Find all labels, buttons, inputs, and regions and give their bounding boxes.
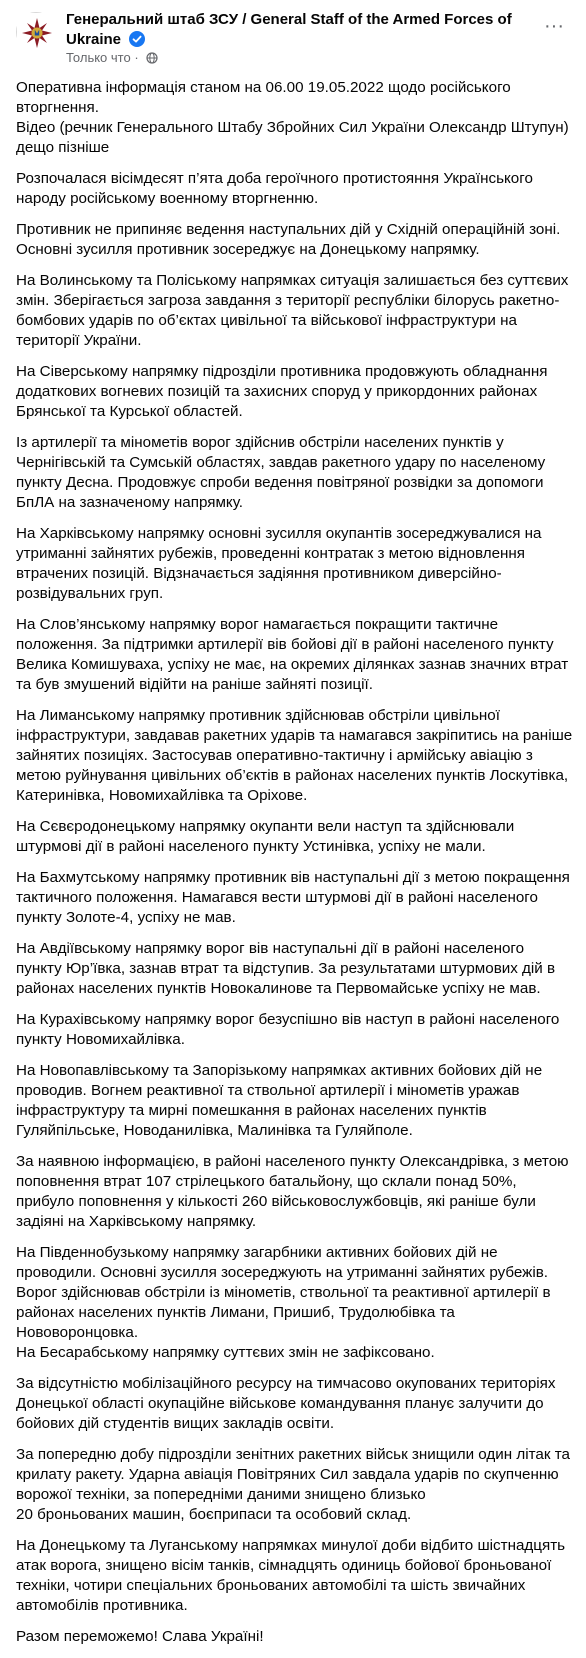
post-paragraph: За відсутністю мобілізаційного ресурсу на тимчасово окупованих територіях Донецької області окупаційне військове командування планує залучити до бойових дій студентів вищих закладів освіти. bbox=[16, 1375, 556, 1432]
post-paragraph: Із артилерії та мінометів ворог здійснив обстріли населених пунктів у Чернігівській та Сумській областях, завдав ракетного удару по населеному пункту Десна. Продовжує спроби ведення повітряної розвідки за допомоги БпЛА на зазначеному напрямку. bbox=[16, 434, 546, 511]
page-avatar[interactable] bbox=[16, 12, 56, 52]
post-paragraph: На Харківському напрямку основні зусилля окупантів зосереджувалися на утриманні зайнятих рубежів, проведенні контратак з метою відновлення втрачених позицій. Відзначається задіяння противником диверсійно-розвідувальних груп. bbox=[16, 525, 542, 602]
post-paragraph: На Волинському та Поліському напрямках ситуація залишається без суттєвих змін. Зберігається загроза завдання з території республіки білорусь ракетно-бомбових ударів по об’єктах цивільної та військової інфраструктури на території України. bbox=[16, 272, 569, 349]
globe-icon[interactable] bbox=[146, 52, 158, 64]
post-paragraph: Противник не припиняє ведення наступальних дій у Східній операційній зоні. Основні зусилля противник зосереджує на Донецькому напрямку. bbox=[16, 221, 561, 258]
post-header bbox=[16, 10, 570, 66]
page-name-link[interactable] bbox=[66, 10, 536, 50]
post-paragraph: На Слов’янському напрямку ворог намагається покращити тактичне положення. За підтримки артилерії вів бойові дії в районі населеного пункту Велика Комишуваха, успіху не має, на окремих ділянках зазнав значних втрат та був змушений відійти на раніше зайняті позиції. bbox=[16, 616, 569, 693]
more-options-icon: ··· bbox=[544, 14, 564, 37]
post-paragraph: На Лиманському напрямку противник здійснював обстріли цивільної інфраструктури, завдавав ракетних ударів та намагався закріпитись на раніше зайнятих позиціях. Застосував оперативно-тактичну і армійську авіацію з метою руйнування цивільних об’єктів в районах населених пунктів Лоскутівка, Катеринівка, Новомихайлівка та Оріхове. bbox=[16, 707, 573, 804]
post-paragraph: На Сєвєродонецькому напрямку окупанти вели наступ та здійснювали штурмові дії в районі населеного пункту Устинівка, успіху не мали. bbox=[16, 818, 515, 855]
verified-badge-icon bbox=[129, 31, 145, 47]
post-paragraph: На Новопавлівському та Запорізькому напрямках активних бойових дій не проводив. Вогнем реактивної та ствольної артилерії і мінометів уражав інфраструктуру та мирні помешкання в районах населених пунктів Гуляйпільське, Новоданилівка, Малинівка та Гуляйполе. bbox=[16, 1062, 543, 1139]
page-name[interactable]: Генеральний штаб ЗСУ / General Staff of the Armed Forces of Ukraine bbox=[66, 11, 512, 48]
post-paragraph: На Сіверському напрямку підрозділи противника продовжують обладнання додаткових вогневих позицій та захисних споруд у прикордонних районах Брянської та Курської областей. bbox=[16, 363, 548, 420]
more-options-button[interactable] bbox=[538, 10, 570, 42]
post-paragraph: Разом переможемо! Слава Україні! bbox=[16, 1628, 264, 1645]
post-paragraph: На Південнобузькому напрямку загарбники активних бойових дій не проводили. Основні зусилля зосереджують на утриманні зайнятих рубежів. Ворог здійснював обстріли із мінометів, ствольної та реактивної артилерії в районах населених пунктів Лимани, Пришиб, Трудолюбівка та Нововоронцовка. На Бесарабському напрямку суттєвих змін не зафіксовано. bbox=[16, 1244, 551, 1361]
post-paragraph: Розпочалася вісімдесят п’ята доба героїчного протистояння Українського народу російському военному вторгненню. bbox=[16, 170, 533, 207]
post-paragraph: На Бахмутському напрямку противник вів наступальні дії з метою покращення тактичного положення. Намагався вести штурмові дії в районі населеного пункту Золоте-4, успіху не мав. bbox=[16, 869, 570, 926]
post-paragraph: На Курахівському напрямку ворог безуспішно вів наступ в районі населеного пункту Новомихайлівка. bbox=[16, 1011, 560, 1048]
post-timestamp[interactable]: Только что bbox=[66, 50, 131, 65]
post-paragraph: За наявною інформацією, в районі населеного пункту Олександрівка, з метою поповнення втрат 107 стрілецького батальйону, що склали понад 50%, прибуло поповнення у кількості 260 військовослужбовців, які раніше були задіяні на Харківському напрямку. bbox=[16, 1153, 569, 1230]
post-body bbox=[16, 78, 574, 1658]
post-meta: Только что · bbox=[66, 50, 158, 66]
post-paragraph: За попередню добу підрозділи зенітних ракетних військ знищили один літак та крилату ракету. Ударна авіація Повітряних Сил завдала ударів по скупченню ворожої техніки, за попередніми даними знищено близько 20 броньованих машин, боєприпаси та особовий склад. bbox=[16, 1446, 570, 1523]
post-paragraph: Оперативна інформація станом на 06.00 19.05.2022 щодо російського вторгнення. Відео (речник Генерального Штабу Збройних Сил України Олександр Штупун) дещо пізніше bbox=[16, 79, 569, 156]
armed-forces-emblem-icon bbox=[17, 13, 57, 53]
post-paragraph: На Авдіївському напрямку ворог вів наступальні дії в районі населеного пункту Юр’ївка, зазнав втрат та відступив. За результатами штурмових дій в районах населених пунктів Новокалинове та Первомайське успіху не мав. bbox=[16, 940, 556, 997]
post-paragraph: На Донецькому та Луганському напрямках минулої доби відбито шістнадцять атак ворога, знищено вісім танків, сімнадцять одиниць бойової броньованої техніки, чотири спеціальних броньованих автомобілі та шість звичайних автомобілів противника. bbox=[16, 1537, 566, 1614]
